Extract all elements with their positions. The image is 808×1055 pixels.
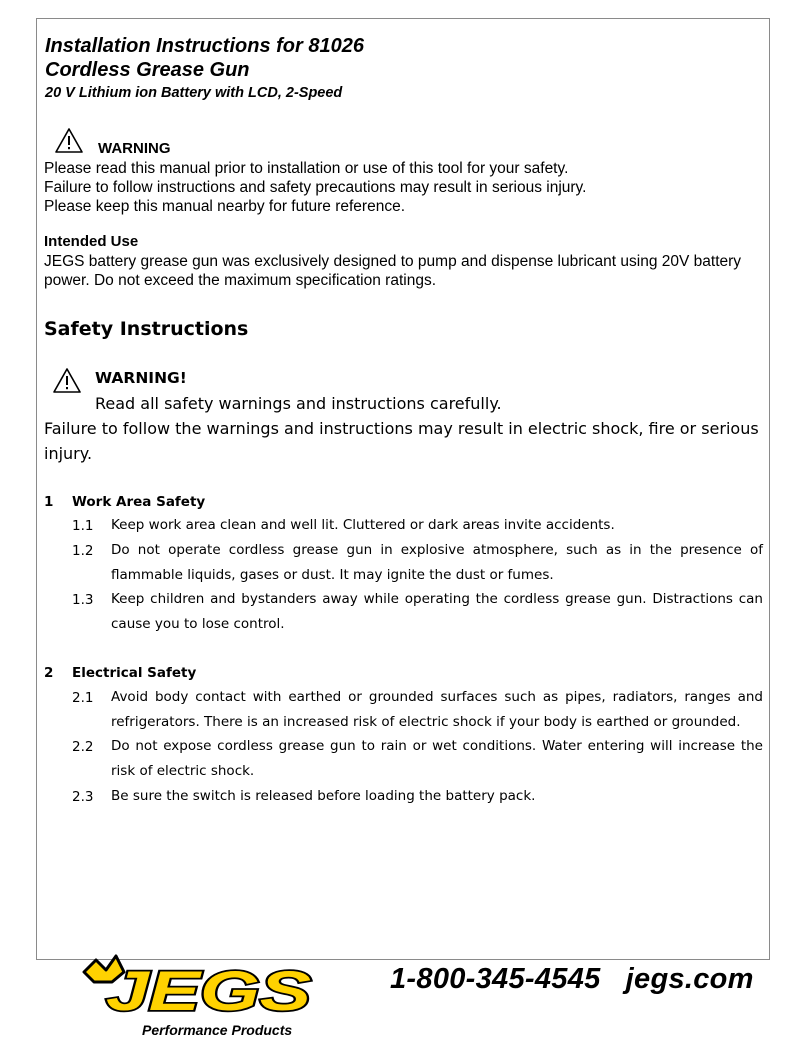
- section-number: 2: [44, 665, 54, 681]
- item-text: Keep children and bystanders away while operating the cordless grease gun. Distractions can cause you to lose control.: [111, 591, 763, 632]
- warning-heading: WARNING: [98, 140, 171, 157]
- warning-line: Failure to follow instructions and safety precautions may result in serious injury.: [44, 179, 587, 196]
- item-number: 2.1: [72, 690, 94, 706]
- title-line-2: Cordless Grease Gun: [45, 59, 250, 81]
- warning-line: Please read this manual prior to installation or use of this tool for your safety.: [44, 160, 569, 177]
- footer-contact: 1-800-345-4545 jegs.com: [390, 963, 754, 995]
- item-number: 1.2: [72, 543, 94, 559]
- item-text: Do not operate cordless grease gun in explosive atmosphere, such as in the presence of flammable liquids, gases or dust. It may ignite the dust or fumes.: [111, 542, 763, 583]
- warning-triangle-icon: [54, 127, 84, 154]
- logo-tagline: Performance Products: [142, 1022, 293, 1038]
- item-number: 2.3: [72, 789, 94, 805]
- item-text: Do not expose cordless grease gun to rain or wet conditions. Water entering will increase the risk of electric shock.: [111, 738, 763, 779]
- item-number: 1.1: [72, 518, 94, 534]
- item-number: 1.3: [72, 592, 94, 608]
- section-title-work-area: Work Area Safety: [72, 494, 206, 510]
- warning-line: Please keep this manual nearby for future reference.: [44, 198, 406, 215]
- warning-text: [44, 159, 764, 216]
- safety-warning-failure: Failure to follow the warnings and instructions may result in electric shock, fire or serious injury.: [44, 419, 759, 463]
- item-text: Avoid body contact with earthed or grounded surfaces such as pipes, radiators, ranges and refrigerators. There is an increased risk of electric shock if your body is earthed or grounded.: [111, 689, 763, 730]
- item-text: Keep work area clean and well lit. Cluttered or dark areas invite accidents.: [111, 517, 615, 533]
- subtitle: 20 V Lithium ion Battery with LCD, 2-Speed: [45, 85, 343, 101]
- intended-use-text: JEGS battery grease gun was exclusively designed to pump and dispense lubricant using 20V battery power. Do not exceed the maximum specification ratings.: [44, 253, 742, 289]
- safety-warning-line: Read all safety warnings and instructions carefully.: [95, 394, 502, 413]
- item-text: Be sure the switch is released before loading the battery pack.: [111, 788, 536, 804]
- title-line-1: Installation Instructions for 81026: [45, 35, 364, 57]
- section-title-electrical: Electrical Safety: [72, 665, 197, 681]
- safety-warning-heading: WARNING!: [95, 369, 187, 387]
- safety-instructions-title: Safety Instructions: [44, 318, 249, 340]
- logo-wordmark: JEGS: [106, 959, 311, 1022]
- section-number: 1: [44, 494, 54, 510]
- jegs-logo: [82, 952, 322, 1042]
- warning-triangle-icon: [52, 367, 82, 394]
- item-number: 2.2: [72, 739, 94, 755]
- intended-use-heading: Intended Use: [44, 233, 139, 250]
